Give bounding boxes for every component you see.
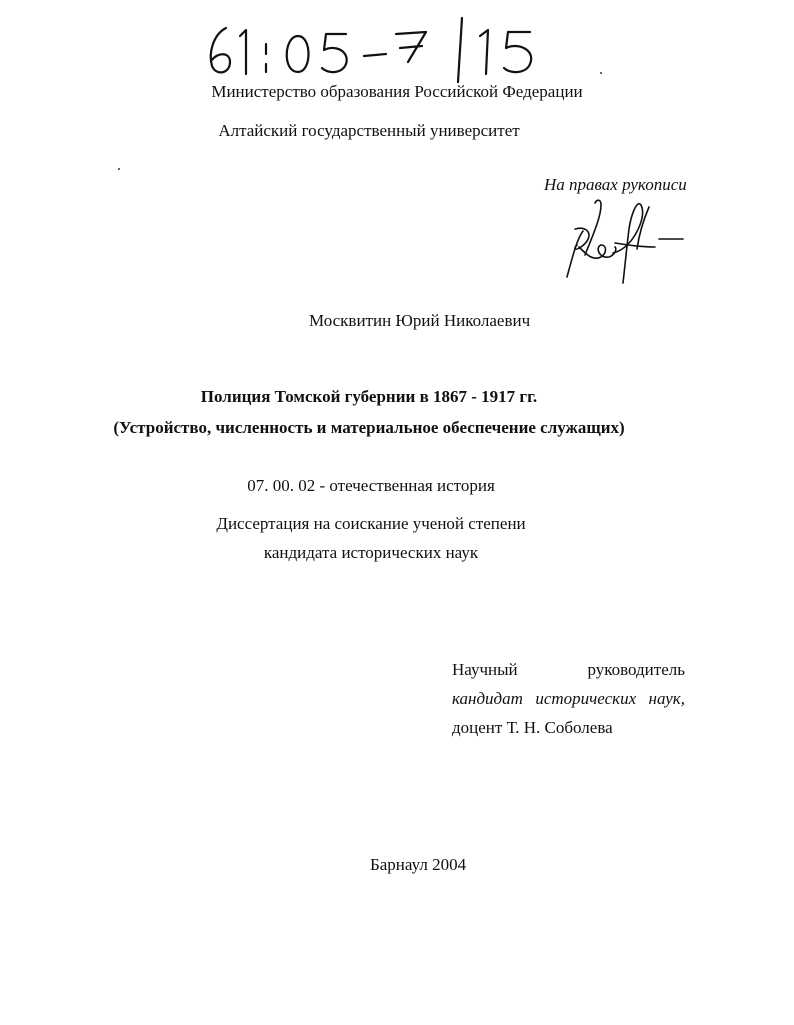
supervisor-degree-word-2: исторических [535,689,637,708]
supervisor-degree-word-1: кандидат [452,689,523,708]
ministry-name: Министерство образования Российской Федерации [211,82,583,101]
specialty-code: 07. 00. 02 - отечественная история [247,476,495,495]
thesis-title: Полиция Томской губернии в 1867 - 1917 гг. [200,387,538,406]
city-year: Барнаул 2004 [370,855,467,874]
author-name: Москвитин Юрий Николаевич [309,311,531,330]
supervisor-degree-word-3: наук, [648,689,685,708]
supervisor-label-word-1: Научный [452,660,518,679]
scan-speck [118,168,120,170]
supervisor-name: доцент Т. Н. Соболева [452,718,613,737]
degree-line-2: кандидата исторических наук [263,543,479,562]
supervisor-label [452,660,685,680]
university-name: Алтайский государственный университет [218,121,520,140]
scan-speck [600,72,602,74]
thesis-subtitle: (Устройство, численность и материальное обеспечение служащих) [113,418,625,437]
handwritten-archive-code [200,14,560,84]
supervisor-degree [452,689,685,709]
author-signature [555,195,695,290]
rights-notice: На правах рукописи [544,175,687,194]
supervisor-label-word-2: руководитель [587,660,685,679]
degree-line-1: Диссертация на соискание ученой степени [216,514,526,533]
